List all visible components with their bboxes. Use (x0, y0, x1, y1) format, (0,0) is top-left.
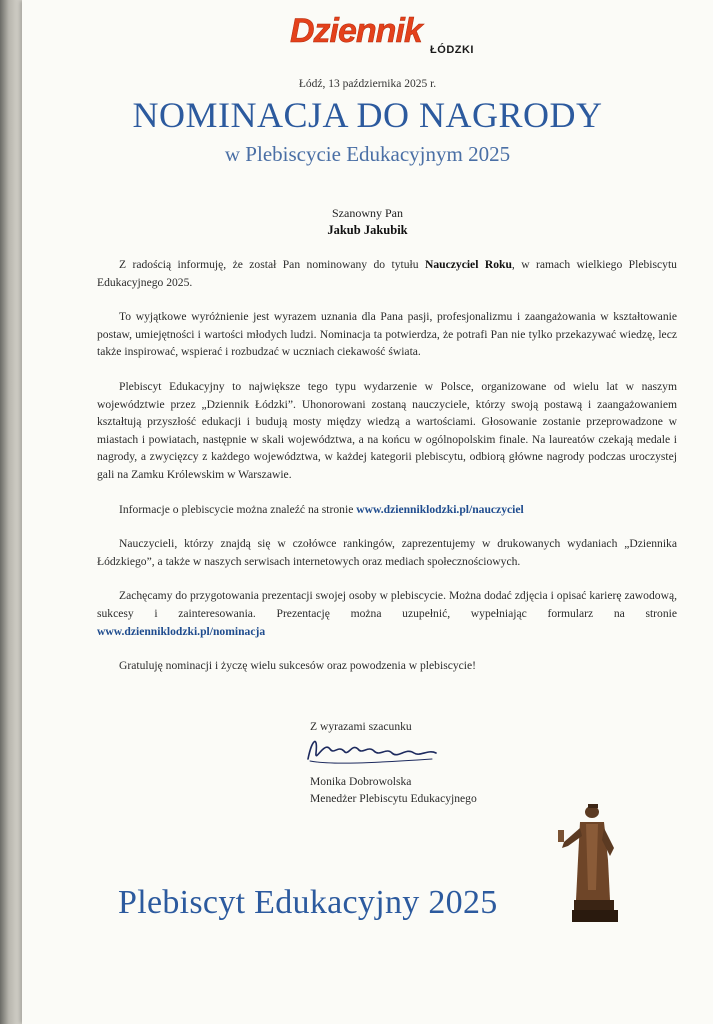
trophy-statue-icon (550, 800, 630, 930)
paragraph-info (97, 501, 677, 519)
page-subtitle: w Plebiscycie Edukacyjnym 2025 (224, 142, 511, 166)
dziennik-lodzki-logo (290, 12, 480, 62)
nomination-form-link[interactable]: www.dzienniklodzki.pl/nominacja (97, 624, 266, 638)
paragraph-nomination (97, 256, 677, 291)
footer-title: Plebiscyt Edukacyjny 2025 (118, 884, 498, 921)
info-link[interactable]: www.dzienniklodzki.pl/nauczyciel (356, 502, 524, 516)
handwritten-signature (302, 731, 462, 773)
recipient-name: Jakub Jakubik (327, 223, 408, 237)
paragraph-congratulations: Gratuluję nominacji i życzę wielu sukcesów oraz powodzenia w plebiscycie! (119, 659, 477, 673)
paragraph-text: , w ramach wielkiego Plebiscytu Edukacyjnego 2025. (97, 258, 677, 289)
paragraph-plebiscite: Plebiscyt Edukacyjny to największe tego typu wydarzenie w Polsce, organizowane od wielu lat w naszym województwie przez „Dziennik Łódzki”. Uhonorowani zostaną nauczyciele, którzy swoją postawą i zaangażowaniem kształtują przyszłość edukacji i budują mosty między wiedzą a wartościami. Głosowanie zostanie przeprowadzone w miastach i powiatach, następnie w skali województwa, a na końcu w ogólnopolskim finale. Na laureatów czekają medale i nagrody, a zwycięzcy z każdego województwa, w każdej kategorii plebiscytu, odbiorą główne nagrody podczas uroczystej gali na Zamku Królewskim w Warszawie. (97, 379, 677, 481)
award-title: Nauczyciel Roku (424, 258, 512, 271)
logo-main-text: Dziennik (290, 12, 422, 50)
signer-name: Monika Dobrowolska (310, 775, 412, 788)
paragraph-text: Z radością informuję, że został Pan nominowany do tytułu (119, 258, 425, 271)
salutation: Szanowny Pan (332, 206, 403, 220)
regards-text: Z wyrazami szacunku (310, 720, 412, 733)
paragraph-presentation (97, 587, 677, 640)
letter-date: Łódź, 13 października 2025 r. (298, 78, 437, 90)
page-title: NOMINACJA DO NAGRODY (132, 95, 603, 135)
paragraph-recognition: To wyjątkowe wyróżnienie jest wyrazem uznania dla Pana pasji, profesjonalizmu i zaangażowania w kształtowanie postaw, umiejętności i wartości młodych ludzi. Nominacja ta potwierdza, że potrafi Pan nie tylko przekazywać wiedzę, lecz także inspirować, wspierać i rozbudzać w uczniach ciekawość świata. (97, 310, 677, 359)
signer-role: Menedżer Plebiscytu Edukacyjnego (310, 792, 477, 805)
letter-body (97, 256, 677, 692)
logo-sub-text: ŁÓDZKI (430, 44, 474, 56)
scan-edge-shadow (0, 0, 22, 1024)
paragraph-publication: Nauczycieli, którzy znajdą się w czołówce rankingów, zaprezentujemy w drukowanych wydaniach „Dziennika Łódzkiego”, a także w naszych serwisach internetowych oraz mediach społecznościowych. (97, 537, 677, 568)
paragraph-text: Informacje o plebiscycie można znaleźć na stronie (119, 502, 357, 516)
paragraph-text: Zachęcamy do przygotowania prezentacji swojej osoby w plebiscycie. Można dodać zdjęcia i opisać karierę zawodową, sukcesy i zainteresowania. Prezentację można uzupełnić, wypełniając formularz na stronie (97, 589, 677, 620)
